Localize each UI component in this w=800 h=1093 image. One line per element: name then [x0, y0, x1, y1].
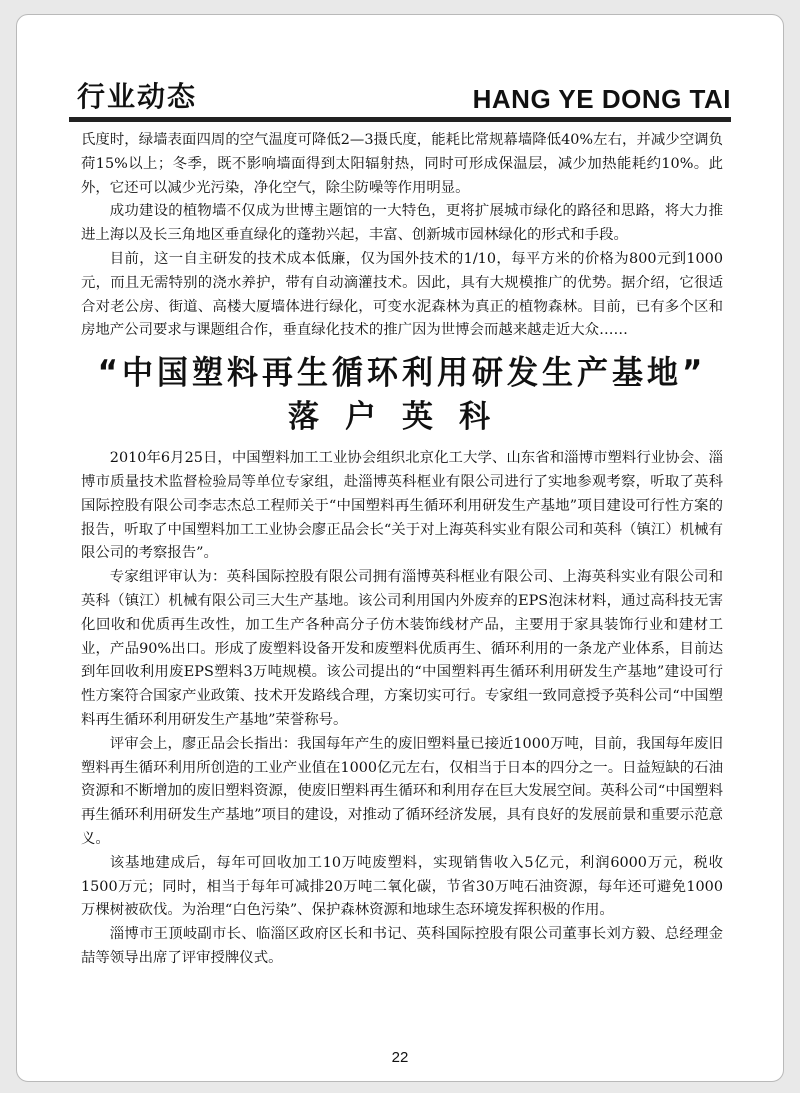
- page-content: [81, 129, 723, 971]
- article-subtitle: 落户英科: [288, 399, 516, 436]
- article-paragraph: 淄博市王顶岐副市长、临淄区政府区长和书记、英科国际控股有限公司董事长刘方毅、总经理金喆等领导出席了评审授牌仪式。: [81, 926, 723, 966]
- document-page: [16, 14, 784, 1082]
- article-paragraph: 专家组评审认为：英科国际控股有限公司拥有淄博英科框业有限公司、上海英科实业有限公司和英科（镇江）机械有限公司三大生产基地。该公司利用国内外废弃的EPS泡沫材料，通过高科技无害化回收和优质再生改性，加工生产各种高分子仿木装饰线材产品，主要用于家具装饰行业和建材工业，产品90%出口。形成了废塑料设备开发和废塑料优质再生、循环利用的一条龙产业体系，目前达到年回收利用废EPS塑料3万吨规模。该公司提出的“中国塑料再生循环利用研发生产基地”建设可行性方案符合国家产业政策、技术开发路线合理，方案切实可行。专家组一致同意授予英科公司“中国塑料再生循环利用研发生产基地”荣誉称号。: [81, 569, 723, 728]
- continued-paragraph: 氏度时，绿墙表面四周的空气温度可降低2—3摄氏度，能耗比常规幕墙降低40%左右，并减少空调负荷15%以上；冬季，既不影响墙面得到太阳辐射热，同时可形成保温层，减少加热能耗约10%。此外，它还可以减少光污染，净化空气，除尘防噪等作用明显。: [81, 132, 723, 196]
- body-paragraph: 成功建设的植物墙不仅成为世博主题馆的一大特色，更将扩展城市绿化的路径和思路，将大力推进上海以及长三角地区垂直绿化的蓬勃兴起，丰富、创新城市园林绿化的形式和手段。: [81, 203, 723, 244]
- article-title: “中国塑料再生循环利用研发生产基地”: [97, 354, 707, 393]
- page-number: 22: [391, 1049, 409, 1066]
- page-header: [69, 73, 731, 122]
- article-paragraph: 评审会上，廖正品会长指出：我国每年产生的废旧塑料量已接近1000万吨，目前，我国每年废旧塑料再生循环利用所创造的工业产业值在1000亿元左右，仅相当于日本的四分之一。日益短缺的石油资源和不断增加的废旧塑料资源，使废旧塑料再生循环和利用存在巨大发展空间。英科公司“中国塑料再生循环利用研发生产基地”项目的建设，对推动了循环经济发展，具有良好的发展前景和重要示范意义。: [81, 735, 723, 847]
- article-paragraph: 该基地建成后，每年可回收加工10万吨废塑料，实现销售收入5亿元，利润6000万元，税收1500万元；同时，相当于每年可减排20万吨二氧化碳，节省30万吨石油资源，每年还可避免1000万棵树被砍伐。为治理“白色污染”、保护森林资源和地球生态环境发挥积极的作用。: [81, 854, 723, 919]
- body-paragraph: 目前，这一自主研发的技术成本低廉，仅为国外技术的1/10，每平方米的价格为800元到1000元，而且无需特别的浇水养护，带有自动滴灌技术。因此，具有大规模推广的优势。据介绍，它很适合对老公房、街道、高楼大厦墙体进行绿化，可变水泥森林为真正的植物森林。目前，已有多个区和房地产公司要求与课题组合作，垂直绿化技术的推广因为世博会而越来越走近大众……: [81, 250, 723, 339]
- article-paragraph: 2010年6月25日，中国塑料加工工业协会组织北京化工大学、山东省和淄博市塑料行业协会、淄博市质量技术监督检验局等单位专家组，赴淄博英科框业有限公司进行了实地参观考察，听取了英科国际控股有限公司李志杰总工程师关于“中国塑料再生循环利用研发生产基地”项目建设可行性方案的报告，听取了中国塑料加工工业协会廖正品会长“关于对上海英科实业有限公司和英科（镇江）机械有限公司的考察报告”。: [81, 450, 723, 562]
- section-title-pinyin: HANG YE DONG TAI: [472, 84, 731, 114]
- section-title-chinese: 行业动态: [77, 80, 198, 113]
